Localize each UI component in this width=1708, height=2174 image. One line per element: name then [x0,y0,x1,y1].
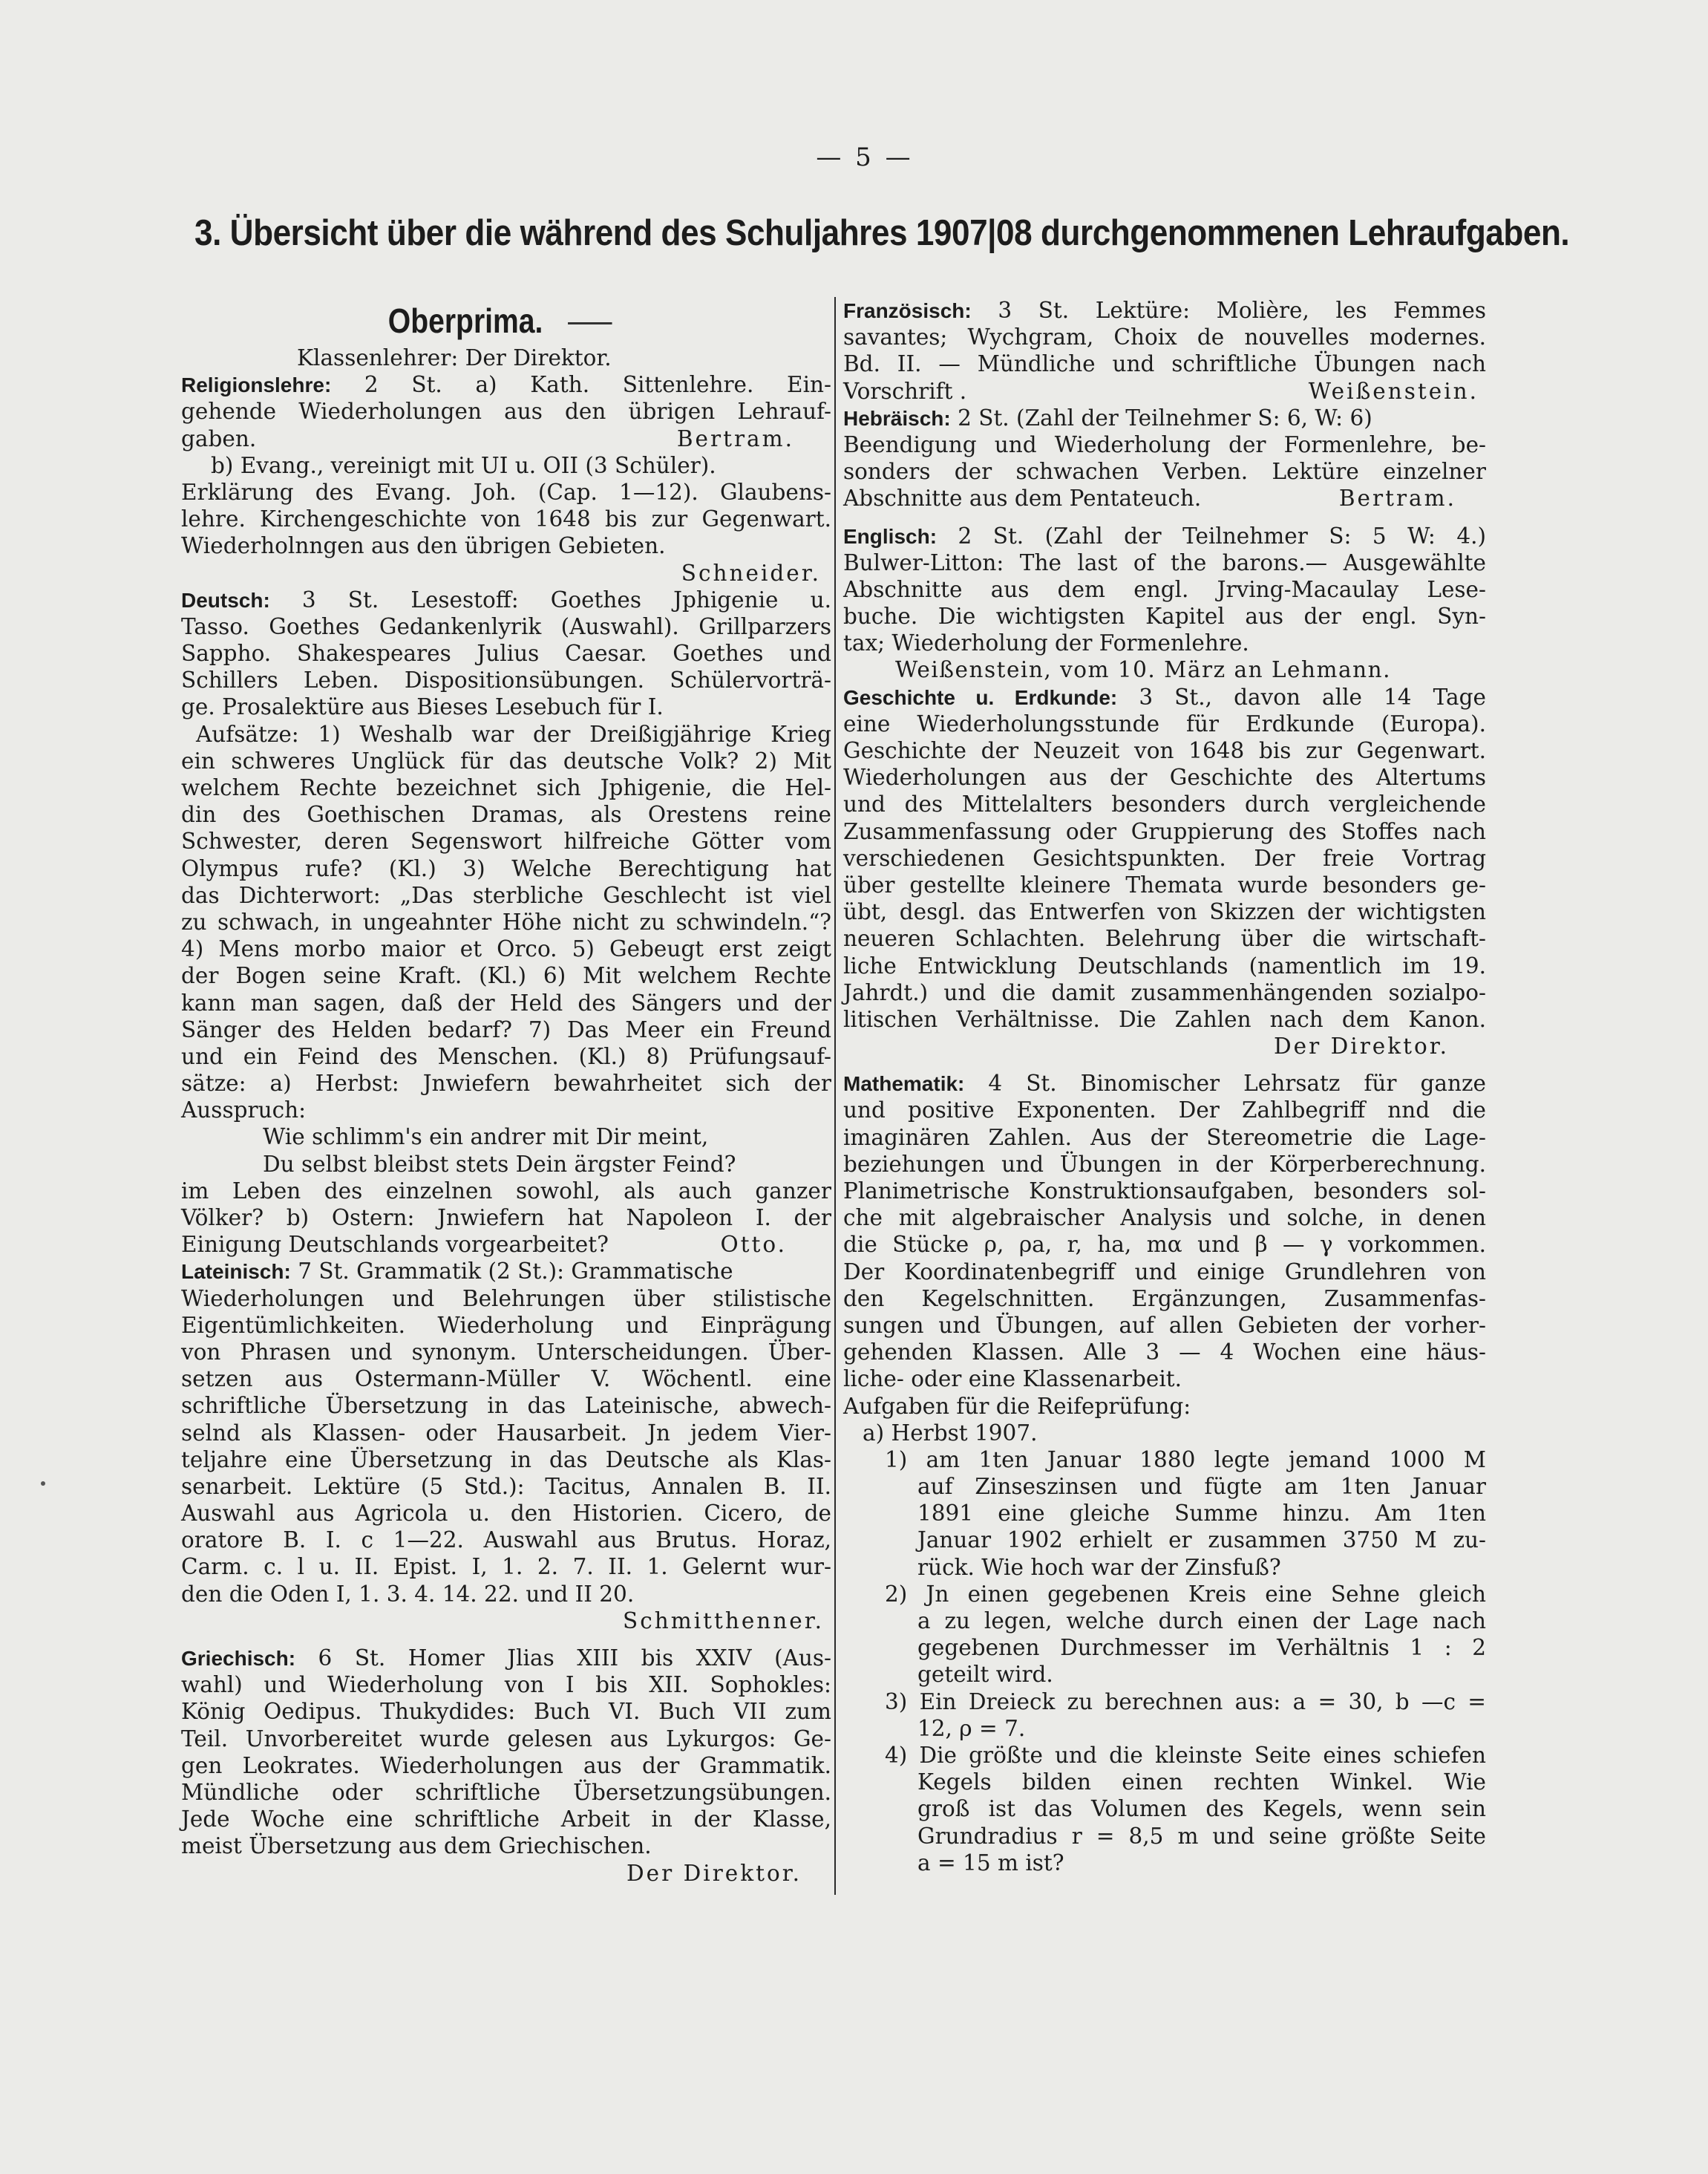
text-line: König Oedipus. Thukydides: Buch VI. Buch VII zum [181,1699,831,1725]
text-line: beziehungen und Übungen in der Körperberechnung. [843,1151,1486,1177]
text-line: Eigentümlichkeiten. Wiederholung und Einprägung [181,1312,831,1338]
deutsch-line [181,587,831,613]
text-line: ein schweres Unglück für das deutsche Volk? 2) Mit [181,748,831,774]
text-line: litischen Verhältnisse. Die Zahlen nach dem Kanon. [843,1006,1486,1032]
text-line: Aufsätze: 1) Weshalb war der Dreißigjährige Krieg [196,721,831,747]
text-line: den die Oden I, 1. 3. 4. 14. 22. und II 20. [181,1581,635,1607]
text-line: Geschichte der Neuzeit von 1648 bis zur Gegenwart. [843,738,1486,763]
task-line: rück. Wie hoch war der Zinsfuß? [917,1554,1281,1580]
teacher-name: Weißenstein. [1308,378,1479,404]
text-line: Bd. II. — Mündliche und schriftliche Übungen nach [843,351,1486,377]
text-line: oratore B. I. c 1—22. Auswahl aus Brutus. Horaz, [181,1527,831,1553]
text-line: Bulwer-Litton: The last of the barons.— Ausgewählte [843,549,1486,575]
task-line: 2) Jn einen gegebenen Kreis eine Sehne gleich [885,1581,1486,1607]
text-line: welchem Rechte bezeichnet sich Jphigenie, die Hel- [181,775,831,800]
text-line: liche- oder eine Klassenarbeit. [843,1366,1182,1392]
text-line: und ein Feind des Menschen. (Kl.) 8) Prüfungsauf- [181,1043,831,1069]
text-line: Völker? b) Ostern: Jnwiefern hat Napoleon I. der [181,1205,831,1230]
subject-geschichte: Geschichte u. Erdkunde: [843,685,1118,709]
task-line: 3) Ein Dreieck zu berechnen aus: a = 30, b —c = [885,1688,1486,1714]
text-line: b) Evang., vereinigt mit UI u. OII (3 Schüler). [211,452,716,478]
task-line: Grundradius r = 8,5 m und seine größte Seite [917,1823,1486,1849]
text-line: buche. Die wichtigsten Kapitel aus der engl. Syn- [843,604,1486,630]
subject-englisch: Englisch: [843,524,938,548]
text-line: 6 St. Homer Jlias XIII bis XXIV (Aus- [295,1645,831,1671]
text-line: von Phrasen und synonym. Unterscheidungen. Über- [181,1339,831,1365]
subject-mathematik: Mathematik: [843,1072,965,1096]
text-line: Abschnitte aus dem engl. Jrving-Macaulay Lese- [843,576,1486,602]
text-line: Jahrdt.) und die damit zusammenhängenden sozialpo- [843,979,1486,1005]
text-line: Sänger des Helden bedarf? 7) Das Meer ein Freund [181,1016,831,1042]
task-line: 12, ρ = 7. [917,1715,1026,1741]
text-line: Wiederholnngen aus den übrigen Gebieten. [181,533,666,559]
englisch-line [843,523,1486,549]
text-line: Tasso. Goethes Gedankenlyrik (Auswahl). Grillparzers [181,613,831,639]
task-line: geteilt wird. [917,1662,1053,1688]
text-segment: gaben. [181,425,257,451]
text-line: kann man sagen, daß der Held des Sängers und der [181,990,831,1016]
text-line: lehre. Kirchengeschichte von 1648 bis zur Gegenwart. [181,506,831,532]
section-title [181,297,734,345]
text-line: ge. Prosalektüre aus Bieses Lesebuch für I. [181,694,664,720]
text-line: imaginären Zahlen. Aus der Stereometrie die Lage- [843,1124,1486,1150]
text-segment: Vorschrift . [843,378,967,404]
text-line: Beendigung und Wiederholung der Formenlehre, be- [843,431,1486,457]
text-segment: Einigung Deutschlands vorgearbeitet? [181,1232,609,1258]
text-line: savantes; Wychgram, Choix de nouvelles modernes. [843,324,1486,350]
text-line: Schwester, deren Segenswort hilfreiche Götter vom [181,829,831,855]
franzoesisch-line [843,297,1486,324]
text-line: gehenden Klassen. Alle 3 — 4 Wochen eine häus- [843,1339,1486,1365]
spacer [181,1634,831,1645]
task-line: 1891 eine gleiche Summe hinzu. Am 1ten [917,1501,1486,1527]
right-column [843,297,1486,1876]
teacher-name: Schneider. [681,560,821,586]
subject-hebraeisch: Hebräisch: [843,406,951,430]
task-line: auf Zinseszinsen und fügte am 1ten Januar [917,1474,1486,1500]
text-line: 4) Mens morbo maior et Orco. 5) Gebeugt erst zeigt [181,936,831,962]
text-line: sungen und Übungen, auf allen Gebieten der vorher- [843,1312,1486,1338]
quote-line: Wie schlimm's ein andrer mit Dir meint, [263,1124,709,1150]
text-line: liche Entwicklung Deutschlands (namentlich im 19. [843,953,1486,979]
text-line: din des Goethischen Dramas, als Orestens reine [181,802,831,828]
class-teacher: Klassenlehrer: Der Direktor. [297,345,612,371]
text-line: über gestellte kleinere Themata wurde besonders ge- [843,872,1486,898]
text-line: verschiedenen Gesichtspunkten. Der freie Vortrag [843,845,1486,871]
text-line: Wiederholungen aus der Geschichte des Altertums [843,765,1486,791]
text-line: wahl) und Wiederholung von I bis XII. Sophokles: [181,1672,831,1698]
teacher-names: Weißenstein, vom 10. März an Lehmann. [895,657,1391,683]
text-line: 2 St. (Zahl der Teilnehmer S: 5 W: 4.) [937,523,1486,549]
text-line: sätze: a) Herbst: Jnwiefern bewahrheitet sich der [181,1071,831,1097]
text-line: meist Übersetzung aus dem Griechischen. [181,1833,652,1859]
text-line: tax; Wiederholung der Formenlehre. [843,630,1249,656]
text-line: Wiederholungen und Belehrungen über stilistische [181,1285,831,1311]
text-line: neueren Schlachten. Belehrung über die wirtschaft- [843,926,1486,952]
task-line: Januar 1902 erhielt er zusammen 3750 M zu- [917,1527,1486,1553]
teacher-name: Bertram. [1338,486,1456,512]
griechisch-line [181,1645,831,1671]
task-line: a zu legen, welche durch einen der Lage nach [917,1608,1486,1633]
subject-franzoesisch: Französisch: [843,299,972,322]
latein-line [181,1258,831,1285]
text-line: che mit algebraischer Analysis und solche, in denen [843,1205,1486,1231]
text-line: a) Herbst 1907. [863,1420,1038,1446]
column-divider [834,297,836,1895]
text-line: und des Mittelalters besonders durch vergleichende [843,791,1486,817]
text-line: Erklärung des Evang. Joh. (Cap. 1—12). Glaubens- [181,479,831,505]
margin-dot [41,1481,45,1486]
section-title-text: Oberprima. [387,301,543,340]
teacher-name: Der Direktor. [1274,1034,1449,1060]
text-line: sonders der schwachen Verben. Lektüre einzelner [843,459,1486,485]
task-line: groß ist das Volumen des Kegels, wenn sein [917,1796,1486,1822]
text-line: schriftliche Übersetzung in das Lateinische, abwech- [181,1393,831,1419]
religion-line [181,371,831,398]
text-line: 4 St. Binomischer Lehrsatz für ganze [964,1071,1486,1097]
left-column [181,297,831,1887]
quote-line: Du selbst bleibst stets Dein ärgster Feind? [263,1151,736,1177]
text-line: 3 St. Lesestoff: Goethes Jphigenie u. [269,587,831,613]
text-line: übt, desgl. das Entwerfen von Skizzen der wichtigsten [843,899,1486,925]
text-line: Sappho. Shakespeares Julius Caesar. Goethes und [181,641,831,667]
text-line: Olympus rufe? (Kl.) 3) Welche Berechtigung hat [181,855,831,881]
teacher-name: Bertram. [676,425,794,451]
text-line [181,425,831,452]
text-line: 3 St. Lektüre: Molière, les Femmes [971,298,1486,323]
text-line: Der Koordinatenbegriff und einige Grundlehren von [843,1259,1486,1285]
task-line: Kegels bilden einen rechten Winkel. Wie [917,1769,1486,1795]
text-line: der Bogen seine Kraft. (Kl.) 6) Mit welchem Rechte [181,963,831,989]
teacher-name: Schmitthenner. [623,1607,824,1633]
text-line: 2 St. (Zahl der Teilnehmer S: 6, W: 6) [950,405,1372,431]
text-line: und positive Exponenten. Der Zahlbegriff nnd die [843,1097,1486,1123]
page-title: 3. Übersicht über die während des Schuljahres 1907|08 durchgenommenen Lehraufgaben. [194,213,1570,253]
text-line: 7 St. Grammatik (2 St.): Grammatische [290,1259,733,1285]
teacher-name: Otto. [720,1232,787,1258]
spacer [843,512,1486,523]
text-line: Zusammenfassung oder Gruppierung des Stoffes nach [843,818,1486,844]
text-line: Aufgaben für die Reifeprüfung: [843,1393,1191,1419]
text-line: das Dichterwort: „Das sterbliche Geschlecht ist viel [181,882,831,908]
text-line: eine Wiederholungsstunde für Erdkunde (Europa). [843,711,1486,737]
geschichte-line [843,684,1486,711]
text-line: teljahre eine Übersetzung in das Deutsche als Klas- [181,1446,831,1472]
text-line: Teil. Unvorbereitet wurde gelesen aus Lykurgos: Ge- [181,1726,831,1752]
subject-griechisch: Griechisch: [181,1647,296,1670]
text-line: Planimetrische Konstruktionsaufgaben, besonders sol- [843,1178,1486,1204]
task-line: 1) am 1ten Januar 1880 legte jemand 1000 M [885,1446,1486,1472]
page-number: — 5 — [816,143,914,172]
text-line: senarbeit. Lektüre (5 Std.): Tacitus, Annalen B. II. [181,1473,831,1499]
text-line [181,1231,831,1258]
task-line: 4) Die größte und die kleinste Seite eines schiefen [885,1742,1486,1768]
text-line: Mündliche oder schriftliche Übersetzungsübungen. [181,1779,831,1805]
text-line [843,378,1486,405]
text-line: Carm. c. l u. II. Epist. I, 1. 2. 7. II. 1. Gelernt wur- [181,1554,831,1580]
hebraeisch-line [843,405,1486,431]
text-line: zu schwach, in ungeahnter Höhe nicht zu schwindeln.“? [181,909,831,935]
subject-deutsch: Deutsch: [181,588,270,612]
text-line: 2 St. a) Kath. Sittenlehre. Ein- [331,372,831,398]
text-line: Ausspruch: [181,1097,307,1123]
text-line: Schillers Leben. Dispositionsübungen. Schülervorträ- [181,667,831,693]
text-line: Auswahl aus Agricola u. den Historien. Cicero, de [181,1501,831,1527]
text-line: gehende Wiederholungen aus den übrigen Lehrauf- [181,399,831,425]
subject-religion: Religionslehre: [181,373,332,397]
text-line [843,485,1486,512]
text-line: 3 St., davon alle 14 Tage [1117,684,1486,710]
title-dash [568,322,612,324]
teacher-name: Der Direktor. [626,1860,802,1886]
text-line: im Leben des einzelnen sowohl, als auch ganzer [181,1178,831,1204]
task-line: gegebenen Durchmesser im Verhältnis 1 : 2 [917,1635,1486,1661]
task-line: a = 15 m ist? [917,1850,1064,1876]
spacer [843,1060,1486,1070]
text-line: setzen aus Ostermann-Müller V. Wöchentl. eine [181,1366,831,1392]
mathematik-line [843,1070,1486,1097]
text-segment: Abschnitte aus dem Pentateuch. [843,486,1202,512]
text-line: selnd als Klassen- oder Hausarbeit. Jn jedem Vier- [181,1420,831,1446]
text-line: Jede Woche eine schriftliche Arbeit in der Klasse, [181,1806,831,1832]
text-line: gen Leokrates. Wiederholungen aus der Grammatik. [181,1752,831,1778]
text-line: die Stücke ρ, ρa, r, ha, mα und β — γ vorkommen. [843,1232,1486,1258]
text-line: den Kegelschnitten. Ergänzungen, Zusammenfas- [843,1285,1486,1311]
subject-latein: Lateinisch: [181,1260,291,1284]
